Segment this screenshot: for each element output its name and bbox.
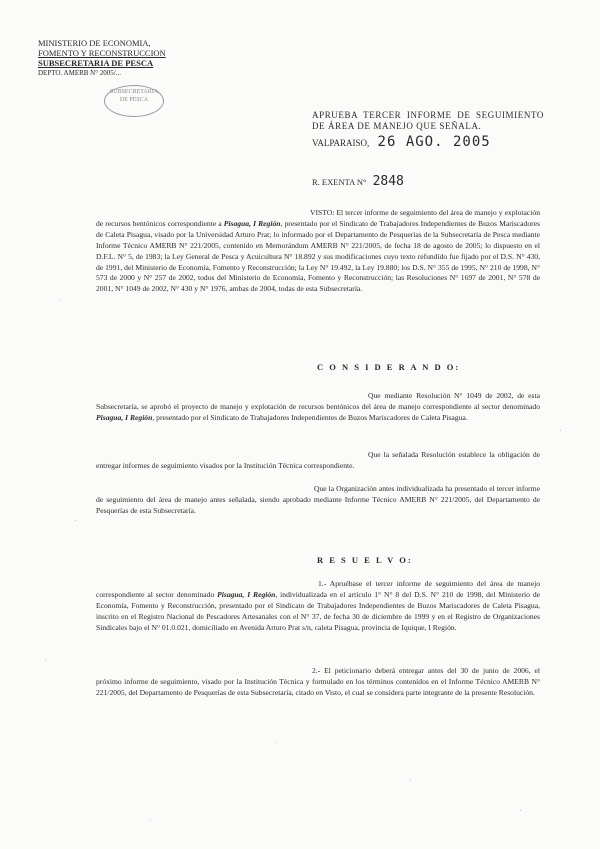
date-stamp: 26 AGO. 2005 <box>377 134 491 150</box>
considerando-heading: C O N S I D E R A N D O: <box>317 362 461 372</box>
date-line <box>312 134 491 150</box>
resolution-label: R. EXENTA N° <box>312 177 367 187</box>
considerando-paragraph-1: Que mediante Resolución N° 1049 de 2002, de esta Subsecretaría, se aprobó el proyecto de manejo y explotación de recursos bentónicos del área de manejo correspondiente al sector denominado Pisagua, I Región, presentado por el Sindicato de Trabajadores Independientes de Buzos Mariscadores de Caleta Pisagua. <box>96 391 540 422</box>
resuelvo-item-2: 2.- El peticionario deberá entregar antes del 30 de junio de 2006, el próximo informe de seguimiento, visado por la Institución Técnica y formulado en los términos contenidos en el Informe Técnico AMERB N° 221/2005, del Departamento de Pesquerías de esta Subsecretaría, citado en Visto, el cual se considera parte integrante de la presente Resolución. <box>96 666 540 697</box>
resuelvo-heading: R E S U E L V O: <box>317 555 413 565</box>
resolution-number-line <box>312 174 404 189</box>
resolution-number: 2848 <box>372 174 404 189</box>
considerando-paragraph-2: Que la señalada Resolución establece la obligación de entregar informes de seguimiento visados por la Institución Técnica correspondiente. <box>96 450 540 470</box>
official-seal: SUBSECRETARIA DE PESCA <box>104 85 164 117</box>
sector-name: Pisagua, I Región <box>217 589 276 599</box>
resolution-subject: APRUEBA TERCER INFORME DE SEGUIMIENTO DE ÁREA DE MANEJO QUE SEÑALA. <box>312 110 544 131</box>
subsecretaria-name: SUBSECRETARIA DE PESCA <box>38 58 154 68</box>
sector-name: Pisagua, I Región <box>96 412 153 422</box>
visto-paragraph: VISTO: El tercer informe de seguimiento del área de manejo y explotación de recursos bentónicos correspondiente a Pisagua, I Región, presentado por el Sindicato de Trabajadores Independientes de Buzos Mariscadores de Caleta Pisagua, visado por la Universidad Arturo Prat; lo informado por el Departamento de Pesquerías de la Subsecretaría de Pesca mediante Informe Técnico AMERB N° 221/2005, contenido en Memorándum AMERB N° 221/2005, de fecha 18 de agosto de 2005; lo dispuesto en el D.F.L. N° 5, de 1983; la Ley General de Pesca y Acuicultura N° 18.892 y sus modificaciones cuyo texto refundido fue fijado por el D.S. N° 430, de 1991, del Ministerio de Economía, Fomento y Reconstrucción; la Ley N° 19.492, la Ley 19.880; los D.S. N° 355 de 1995, N° 210 de 1998, N° 573 de 2000 y N° 257 de 2002, todos del Ministerio de Economía, Fomento y Reconstrucción; las Resoluciones N° 1697 de 2001, N° 578 de 2001, N° 1049 de 2002, N° 430 y N° 1976, ambas de 2004, todas de esta Subsecretaría. <box>96 208 541 294</box>
ministry-subtitle: FOMENTO Y RECONSTRUCCION <box>38 48 166 58</box>
resuelvo-item-1: 1.- Apruébase el tercer informe de seguimiento del área de manejo correspondiente al sector denominado Pisagua, I Región, individualizada en el artículo 1° N° 8 del D.S. N° 210 de 1998, del Ministerio de Economía, Fomento y Reconstrucción, presentado por el Sindicato de Trabajadores Independientes de Buzos Mariscadores de Caleta Pisagua, inscrito en el Registro Nacional de Pescadores Artesanales con el N° 37, de fecha 30 de diciembre de 1999 y en el Registro de Organizaciones Sindicales bajo el N° 01.0.021, domiciliado en Avenida Arturo Prat s/n, caleta Pisagua, provincia de Iquique, I Región. <box>96 579 541 632</box>
sector-name: Pisagua, I Región <box>223 218 281 228</box>
ministry-header <box>38 38 218 78</box>
considerando-paragraph-3: Que la Organización antes individualizada ha presentado el tercer informe de seguimiento del área de manejo antes señalada, siendo aprobado mediante Informe Técnico AMERB N° 221/2005, del Departamento de Pesquerías de esta Subsecretaría. <box>96 484 540 515</box>
date-label: VALPARAISO, <box>312 138 370 148</box>
ministry-name: MINISTERIO DE ECONOMIA, <box>38 38 151 48</box>
department-ref: DEPTO. AMERB N° 2005/... <box>38 69 121 77</box>
